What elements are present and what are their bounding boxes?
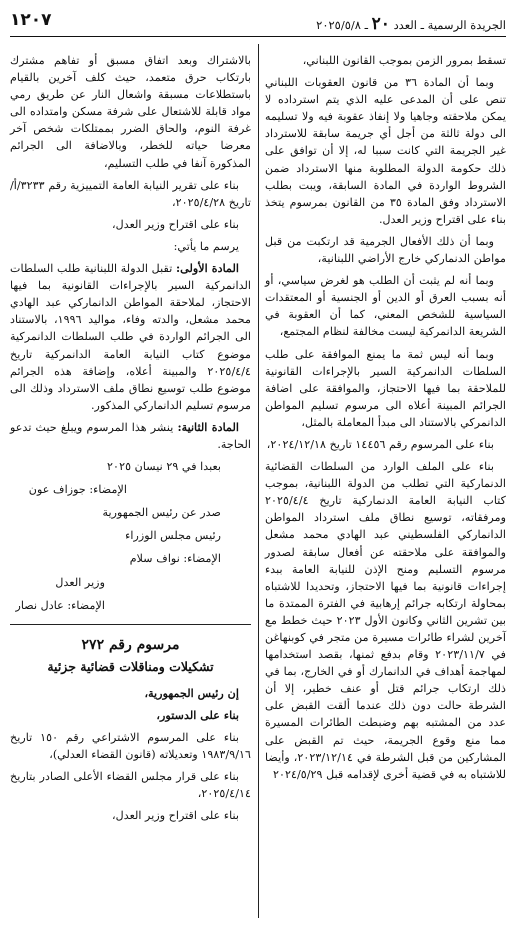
- prime-minister-signature: الإمضاء: نواف سلام: [129, 552, 221, 566]
- article-two-label: المادة الثانية:: [177, 419, 239, 434]
- paragraph: بناء على المرسوم رقم ١٤٤٥٦ تاريخ ٢٠٢٤/١٢/١٨،: [266, 437, 494, 451]
- paragraph: وبما أنه ليس ثمة ما يمنع الموافقة على طلب السلطات الدانمركية السير بالإجراءات القانونية للملاحقة بما فيها الاحتجاز، والموافقة على اضافة الجرائم المبينة أعلاه الى مرسوم تسليم المواطن الدانمركي بالاستناد الى مبدأ المعاملة بالمثل،: [265, 347, 506, 429]
- paragraph: بناء على الملف الوارد من السلطات القضائية الدنمارکية التي تطلب من الدولة اللبنانية، بموجب كتاب النيابة العامة الدنماركية تاريخ ٢٠٢٥/٤/٤ ومرفقاته، توسيع نطاق ملف استرداد المواطن الدانماركي الفلسطيني عبد الهادي محمد مشعل والموافقة على ملاحقته عن أفعال سابقة لصدور مرسوم التسليم ومنح الإذن للنيابة العامة ببدء إجراءات قانونية بما فيها الاحتجاز، وتحديدا للاشتباه بمحاولة ارتكابه جرائم إرهابية في الفترة الممتدة ما بين تشرين الثاني وكانون الأول ٢٠٢٣ حيث خطط مع آخرين لشراء طائرات مسيرة من متجر في كوبنهاغن في ٢٠٢٣/١١/٧ وقام بدفع ثمنها، بقصد استخدامها لمهاجمة أهداف في الدانمارك أو في الخارج، بما في ذلك ارتكاب جرائم قتل أو عنف خطير، إلا أن الشرطة حالت دون ذلك عندما ألقت القبض على عدد من المشتبه بهم وضبطت الطائرات المسيرة مما منع وقوع الجريمة، حيث تم القبض على المشاركين من قبل الشرطة في ٢٠٢٣/١٢/١٤، وأيضا للاشتباه به في قضية أخرى لإقدامه قبل ٢٠٢٤/٥/٢٩: [265, 460, 506, 781]
- header-rule: [10, 36, 506, 37]
- issue-number: ٢٠: [371, 14, 390, 34]
- paragraph: بناء على تقرير النيابة العامة التمييزية رقم ٣٢٣٣/أ/ تاريخ ٢٠٢٥/٤/٢٨،: [10, 178, 251, 209]
- article-one-label: المادة الأولى:: [176, 261, 240, 276]
- right-column: [265, 52, 506, 788]
- page-header: [10, 6, 506, 34]
- paragraph: بالاشتراك وبعد اتفاق مسبق أو تفاهم مشترك بارتكاب حرق متعمد، حيث كلف آخرين بالقيام باستطلاعات مسبقة واشعال النار عن طريق رمي مواد قابلة للاشتعال على شرفة مسكن وامتداده الى غرفة النوم، والحاق الضرر بممتلكات شخص آخر معرضا حياته للخطر، وبالاضافة الى الجرائم المذكورة آنفا في طلب التسليم،: [10, 54, 251, 170]
- decree-subtitle: تشكيلات ومناقلات قضائية جزئية: [47, 658, 214, 674]
- column-divider: [258, 44, 259, 918]
- paragraph: تسقط بمرور الزمن بموجب القانون اللبناني،: [302, 54, 506, 67]
- issued-by: صدر عن رئيس الجمهورية: [102, 506, 221, 520]
- justice-minister-signature: الإمضاء: عادل نصار: [15, 598, 105, 612]
- paragraph: بناء على اقتراح وزير العدل،: [111, 217, 239, 231]
- article-two-text: ينشر هذا المرسوم ويبلغ حيث تدعو الحاجة.: [10, 420, 251, 451]
- prime-minister-title: رئيس مجلس الوزراء: [125, 529, 221, 543]
- article-two: [10, 419, 251, 453]
- paragraph: بناء على المرسوم الاشتراعي رقم ١٥٠ تاريخ ١٩٨٣/٩/١٦ وتعديلاته (قانون القضاء العدلي)،: [10, 731, 251, 762]
- paragraph: بناء على اقتراح وزير العدل،: [111, 809, 239, 823]
- decree-title: مرسوم رقم ٢٧٢: [81, 636, 180, 653]
- section-divider: [10, 624, 251, 625]
- paragraph: يرسم ما يأتي:: [173, 239, 239, 253]
- president-signature: الإمضاء: جوزاف عون: [28, 483, 127, 497]
- paragraph: بناء على قرار مجلس القضاء الأعلى الصادر بتاريخ ٢٠٢٥/٤/١٤،: [10, 770, 251, 801]
- article-one: [10, 260, 251, 414]
- paragraph: وبما أن ذلك الأفعال الجرمية قد ارتكبت من قبل مواطن الدنماركي خارج الأراضي اللبنانية،: [265, 234, 506, 266]
- left-column: [10, 52, 251, 830]
- article-one-text: تقبل الدولة اللبنانية طلب السلطات الدانمركية السير بالإجراءات القانونية بما فيها الاحتجاز، لملاحقة المواطن الدانماركي عبد الهادي محمد مشعل، والدته وفاء، مواليد ١٩٩٦، بالاستناد الى الجرائم الواردة في طلب السلطات الدانمركية موضوع كتاب النيابة العامة الدانمركية تاريخ ٢٠٢٥/٤/٤ والمبينة أعلاه، وإضافة هذه الجرائم موضوع طلب توسيع نطاق ملف الاسترداد وذلك الى مرسوم تسليم الدانماركي المذكور.: [10, 262, 251, 412]
- constitution-line: بناء على الدستور،: [156, 708, 239, 722]
- gazette-title-line: [316, 14, 506, 34]
- paragraph: وبما أن المادة ٣٦ من قانون العقوبات اللبناني تنص على أن المدعى عليه الذي يتم استرداده لا يمكن ملاحقته وجاهيا ولا إنفاذ عقوبة فيه ولا تسليمه الى دولة ثالثة من أجل أي جريمة سابقة للاسترداد غير الجريمة التي كانت سببا له، إلا أن توافق على ذلك حكومة الدولة المطلوبة منها الاسترداد ضمن الشروط الواردة في المادة السابقة، ويبت بطلب الاسترداد وفق المادة ٣٥ من القانون بمرسوم يتخذ بناء على اقتراح وزير العدل.: [265, 76, 506, 226]
- signing-date: بعبدا في ٢٩ نيسان ٢٠٢٥: [107, 460, 221, 474]
- issue-date: ـ ٢٠٢٥/٥/٨: [316, 18, 368, 32]
- paragraph: وبما أنه لم يثبت أن الطلب هو لغرض سياسي، أو أنه بسبب العرق أو الدين أو الجنسية أو المعتقدات السياسية للشخص المعني، كما أن العقوبة في الشريعة الدانمركية ليست مخالفة لنظام المجتمع،: [265, 274, 506, 339]
- president-line: إن رئيس الجمهورية،: [144, 685, 239, 700]
- gazette-title: الجريدة الرسمية ـ العدد: [393, 18, 506, 32]
- page-number: ١٢٠٧: [10, 10, 52, 30]
- justice-minister-title: وزير العدل: [55, 575, 105, 589]
